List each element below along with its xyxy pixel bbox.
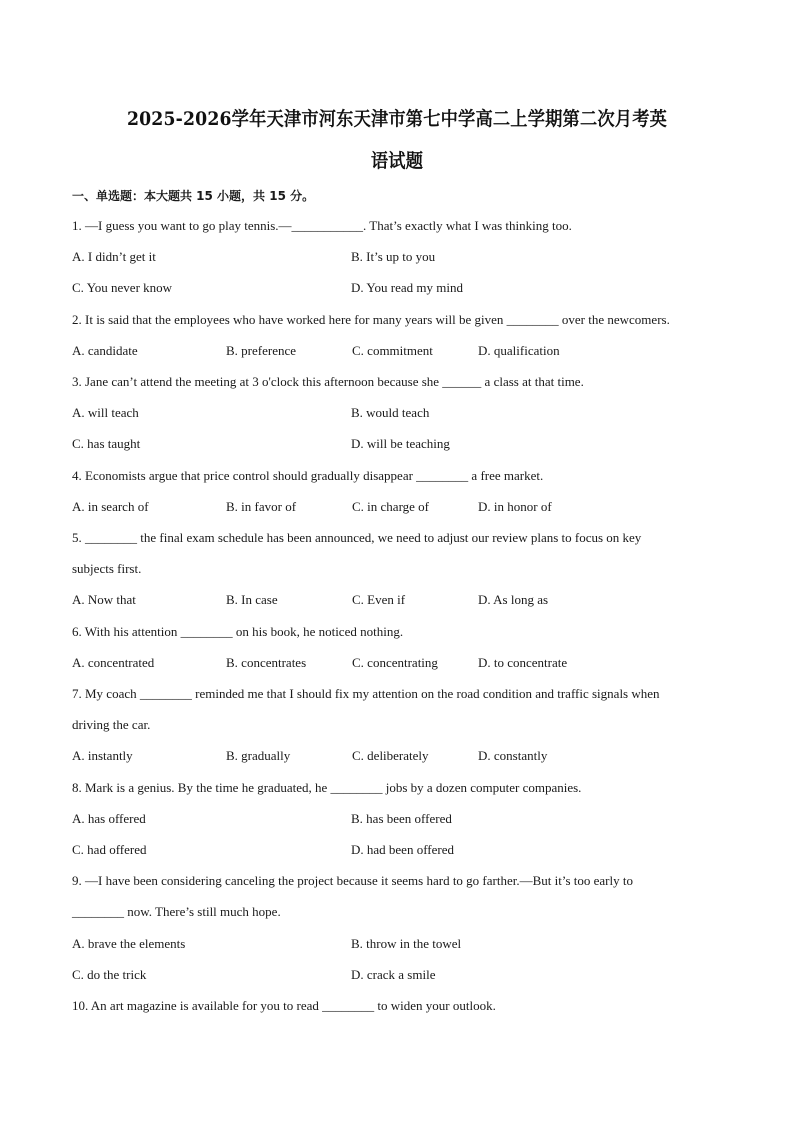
question-1-option-c[interactable]: C. You never know xyxy=(72,280,173,295)
question-1-option-a[interactable]: A. I didn’t get it xyxy=(72,249,156,264)
question-5-stem: 5. ________ the final exam schedule has been announced, we need to adjust our review plans to focus on key xyxy=(72,530,642,545)
question-6-option-b[interactable]: B. concentrates xyxy=(226,655,307,670)
question-8-option-c[interactable]: C. had offered xyxy=(72,842,147,857)
document-title-line-2: 语试题 xyxy=(370,150,424,172)
question-6-option-c[interactable]: C. concentrating xyxy=(352,655,438,670)
question-3-option-c[interactable]: C. has taught xyxy=(72,436,141,451)
document-title-line-1: 2025-2026学年天津市河东天津市第七中学高二上学期第二次月考英 xyxy=(126,108,668,130)
question-2-option-b[interactable]: B. preference xyxy=(226,343,297,358)
question-6-option-a[interactable]: A. concentrated xyxy=(72,655,155,670)
question-9-stem: 9. —I have been considering canceling the project because it seems hard to go farther.—But it’s too early to xyxy=(72,873,633,888)
question-9-option-a[interactable]: A. brave the elements xyxy=(72,936,186,951)
question-3-option-a[interactable]: A. will teach xyxy=(72,405,139,420)
question-4-option-b[interactable]: B. in favor of xyxy=(226,499,297,514)
question-9-option-b[interactable]: B. throw in the towel xyxy=(351,936,462,951)
question-4-option-c[interactable]: C. in charge of xyxy=(352,499,430,514)
question-9-stem-continued: ________ now. There’s still much hope. xyxy=(72,904,281,919)
question-8-option-d[interactable]: D. had been offered xyxy=(351,842,454,857)
question-7-option-a[interactable]: A. instantly xyxy=(72,748,133,763)
question-6-stem: 6. With his attention ________ on his book, he noticed nothing. xyxy=(72,624,404,639)
question-2-option-c[interactable]: C. commitment xyxy=(352,343,433,358)
question-9-option-d[interactable]: D. crack a smile xyxy=(351,967,436,982)
question-7-stem: 7. My coach ________ reminded me that I should fix my attention on the road condition and traffic signals when xyxy=(72,686,660,701)
question-10-stem: 10. An art magazine is available for you to read ________ to widen your outlook. xyxy=(72,998,496,1013)
question-7-option-c[interactable]: C. deliberately xyxy=(352,748,429,763)
question-7-stem-continued: driving the car. xyxy=(72,717,151,732)
question-4-option-d[interactable]: D. in honor of xyxy=(478,499,552,514)
question-8-stem: 8. Mark is a genius. By the time he graduated, he ________ jobs by a dozen computer companies. xyxy=(72,780,582,795)
question-1-stem: 1. —I guess you want to go play tennis.—___________. That’s exactly what I was thinking too. xyxy=(72,218,572,233)
question-5-option-b[interactable]: B. In case xyxy=(226,592,278,607)
question-3-option-d[interactable]: D. will be teaching xyxy=(351,436,450,451)
question-2-option-d[interactable]: D. qualification xyxy=(478,343,560,358)
question-3-option-b[interactable]: B. would teach xyxy=(351,405,430,420)
question-5-stem-continued: subjects first. xyxy=(72,561,142,576)
question-1-option-b[interactable]: B. It’s up to you xyxy=(351,249,436,264)
question-9-option-c[interactable]: C. do the trick xyxy=(72,967,147,982)
question-7-option-d[interactable]: D. constantly xyxy=(478,748,548,763)
question-6-option-d[interactable]: D. to concentrate xyxy=(478,655,568,670)
question-5-option-a[interactable]: A. Now that xyxy=(72,592,136,607)
question-2-stem: 2. It is said that the employees who have worked here for many years will be given ________ over the newcomers. xyxy=(72,312,670,327)
question-4-option-a[interactable]: A. in search of xyxy=(72,499,149,514)
question-4-stem: 4. Economists argue that price control should gradually disappear ________ a free market. xyxy=(72,468,544,483)
question-7-option-b[interactable]: B. gradually xyxy=(226,748,291,763)
question-5-option-d[interactable]: D. As long as xyxy=(478,592,549,607)
question-2-option-a[interactable]: A. candidate xyxy=(72,343,138,358)
question-1-option-d[interactable]: D. You read my mind xyxy=(351,280,463,295)
section-heading: 一、单选题：本大题共 15 小题，共 15 分。 xyxy=(72,189,315,203)
question-8-option-b[interactable]: B. has been offered xyxy=(351,811,452,826)
question-3-stem: 3. Jane can’t attend the meeting at 3 o'clock this afternoon because she ______ a class at that time. xyxy=(72,374,584,389)
question-8-option-a[interactable]: A. has offered xyxy=(72,811,146,826)
question-5-option-c[interactable]: C. Even if xyxy=(352,592,406,607)
